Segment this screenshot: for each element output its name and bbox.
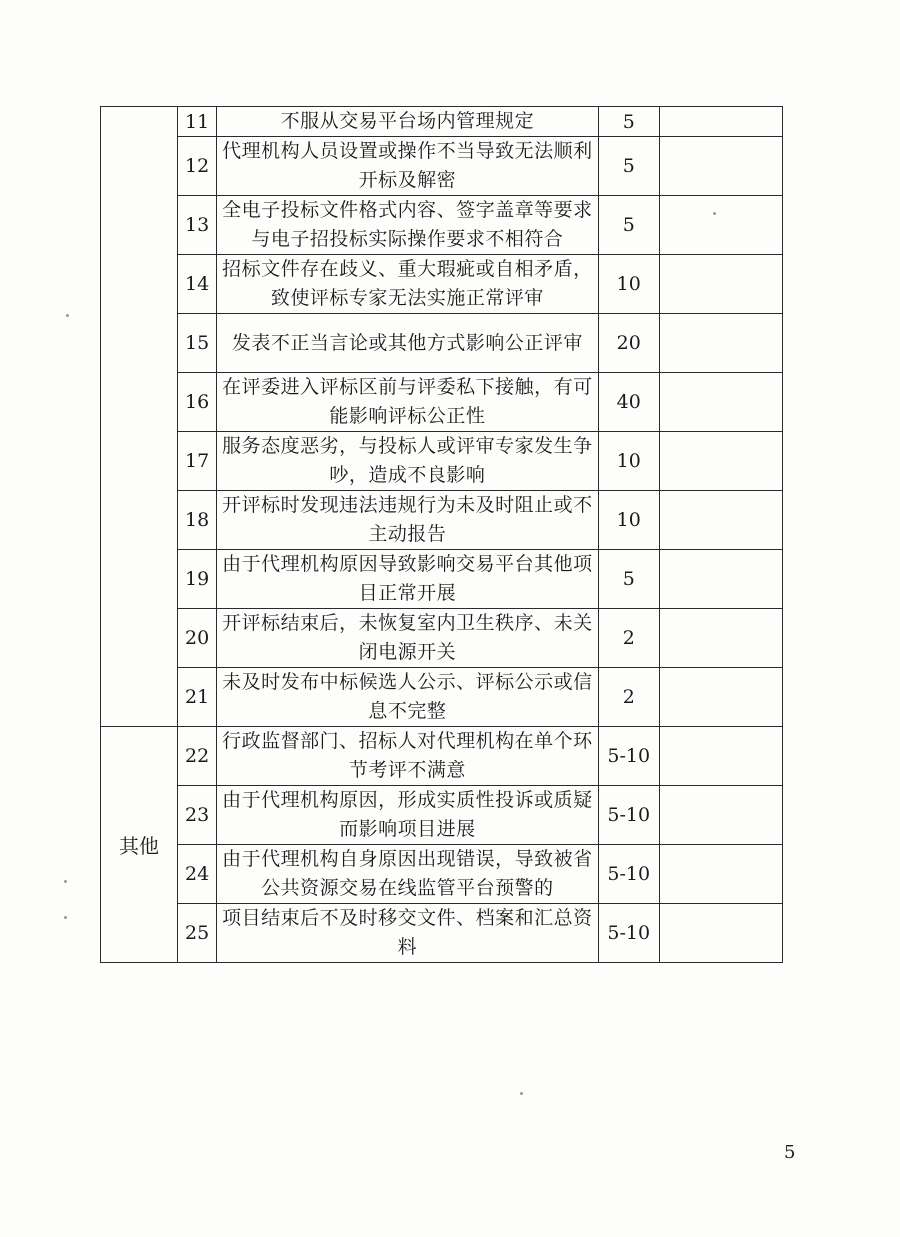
category-cell-continued xyxy=(101,107,178,727)
row-number: 20 xyxy=(178,609,217,668)
row-number: 14 xyxy=(178,255,217,314)
row-number: 22 xyxy=(178,727,217,786)
row-number: 13 xyxy=(178,196,217,255)
row-remark xyxy=(659,137,782,196)
table-row xyxy=(101,255,783,314)
row-number: 11 xyxy=(178,107,217,137)
row-number: 23 xyxy=(178,786,217,845)
page-number: 5 xyxy=(784,1142,796,1163)
row-score: 2 xyxy=(598,668,659,727)
row-score: 5 xyxy=(598,107,659,137)
scan-speck xyxy=(713,212,716,215)
row-score: 10 xyxy=(598,255,659,314)
row-score: 5 xyxy=(598,196,659,255)
row-description: 服务态度恶劣，与投标人或评审专家发生争吵，造成不良影响 xyxy=(217,432,599,491)
row-description: 开评标结束后，未恢复室内卫生秩序、未关闭电源开关 xyxy=(217,609,599,668)
row-description: 招标文件存在歧义、重大瑕疵或自相矛盾，致使评标专家无法实施正常评审 xyxy=(217,255,599,314)
scan-speck xyxy=(520,1092,523,1095)
table-row xyxy=(101,137,783,196)
row-remark xyxy=(659,609,782,668)
row-number: 12 xyxy=(178,137,217,196)
table-row xyxy=(101,727,783,786)
row-description: 发表不正当言论或其他方式影响公正评审 xyxy=(217,314,599,373)
row-remark xyxy=(659,255,782,314)
row-remark xyxy=(659,668,782,727)
row-remark xyxy=(659,786,782,845)
table-row xyxy=(101,432,783,491)
row-description: 未及时发布中标候选人公示、评标公示或信息不完整 xyxy=(217,668,599,727)
table-row xyxy=(101,373,783,432)
row-score: 5 xyxy=(598,550,659,609)
row-description: 由于代理机构自身原因出现错误，导致被省公共资源交易在线监管平台预警的 xyxy=(217,845,599,904)
row-description: 由于代理机构原因，形成实质性投诉或质疑而影响项目进展 xyxy=(217,786,599,845)
scan-speck xyxy=(64,916,67,919)
row-number: 25 xyxy=(178,904,217,963)
row-score: 5-10 xyxy=(598,727,659,786)
row-score: 2 xyxy=(598,609,659,668)
table-row xyxy=(101,786,783,845)
row-remark xyxy=(659,373,782,432)
table-row xyxy=(101,904,783,963)
row-number: 15 xyxy=(178,314,217,373)
row-score: 10 xyxy=(598,432,659,491)
row-score: 40 xyxy=(598,373,659,432)
row-score: 5-10 xyxy=(598,845,659,904)
row-number: 16 xyxy=(178,373,217,432)
row-description: 项目结束后不及时移交文件、档案和汇总资料 xyxy=(217,904,599,963)
row-remark xyxy=(659,727,782,786)
row-description: 不服从交易平台场内管理规定 xyxy=(217,107,599,137)
row-score: 5-10 xyxy=(598,786,659,845)
row-remark xyxy=(659,491,782,550)
row-number: 21 xyxy=(178,668,217,727)
table-row xyxy=(101,668,783,727)
table-row xyxy=(101,196,783,255)
row-remark xyxy=(659,107,782,137)
row-remark xyxy=(659,845,782,904)
table-row xyxy=(101,845,783,904)
row-number: 24 xyxy=(178,845,217,904)
row-remark xyxy=(659,314,782,373)
row-remark xyxy=(659,904,782,963)
row-number: 19 xyxy=(178,550,217,609)
table-row xyxy=(101,550,783,609)
row-description: 全电子投标文件格式内容、签字盖章等要求与电子招投标实际操作要求不相符合 xyxy=(217,196,599,255)
row-number: 18 xyxy=(178,491,217,550)
row-description: 开评标时发现违法违规行为未及时阻止或不主动报告 xyxy=(217,491,599,550)
row-remark xyxy=(659,550,782,609)
row-remark xyxy=(659,196,782,255)
table-row xyxy=(101,491,783,550)
scan-speck xyxy=(66,314,69,317)
category-cell-other: 其他 xyxy=(101,727,178,963)
table-row xyxy=(101,107,783,137)
row-score: 20 xyxy=(598,314,659,373)
row-description: 由于代理机构原因导致影响交易平台其他项目正常开展 xyxy=(217,550,599,609)
row-score: 5-10 xyxy=(598,904,659,963)
table-row xyxy=(101,314,783,373)
row-score: 5 xyxy=(598,137,659,196)
scoring-table xyxy=(100,106,783,963)
row-description: 行政监督部门、招标人对代理机构在单个环节考评不满意 xyxy=(217,727,599,786)
row-description: 在评委进入评标区前与评委私下接触，有可能影响评标公正性 xyxy=(217,373,599,432)
row-description: 代理机构人员设置或操作不当导致无法顺利开标及解密 xyxy=(217,137,599,196)
scan-speck xyxy=(64,880,67,883)
row-score: 10 xyxy=(598,491,659,550)
table-row xyxy=(101,609,783,668)
row-remark xyxy=(659,432,782,491)
row-number: 17 xyxy=(178,432,217,491)
